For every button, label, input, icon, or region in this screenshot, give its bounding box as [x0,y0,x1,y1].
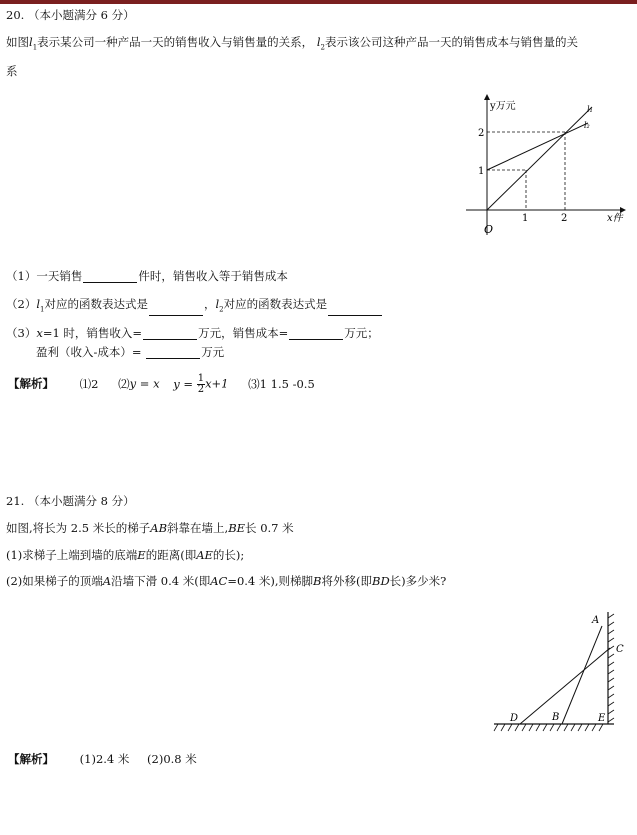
answer-3: ⑶1 1.5 -0.5 [248,376,315,391]
q21-text: (1)求梯子上端到墙的底端 [6,548,138,562]
x-tick-1: 1 [522,213,529,224]
q21-text: (2)如果梯子的顶端 [6,574,103,588]
q20-sub2 [6,297,383,316]
q20-sub3-text: （3） [6,326,37,340]
answer-blank[interactable] [289,328,343,340]
q21-answer [8,752,197,766]
x-tick-2: 2 [561,213,568,224]
x-axis-label: x件 [607,213,623,224]
top-rule [0,0,637,4]
q21-text: 长 0.7 米 [245,521,294,535]
l1-symbol: l [36,297,41,311]
answer-label: 【解析】 [8,752,54,766]
q20-sub3-line1 [6,326,379,340]
q21-text: 斜靠在墙上, [167,521,229,535]
l1-label: l₁ [587,105,593,114]
q20-intro-text: 表示某公司一种产品一天的销售收入与销售量的关系， [37,35,314,49]
q21-text: 的距离(即 [145,548,197,562]
l2-symbol: l [215,297,220,311]
answer-blank[interactable] [143,328,197,340]
point-A-label: A [592,615,600,626]
l2-subscript: 2 [219,305,224,314]
fraction-numerator: 1 [197,373,205,384]
l2-label: l₂ [584,121,590,130]
q20-graph [460,90,630,240]
q21-symbol: A [102,574,112,588]
q20-header: 20. （本小题满分 6 分） [6,8,135,22]
answer-2-prefix: ⑵ [118,376,130,391]
origin-label: O [484,223,494,236]
q21-symbol: AC [210,574,228,588]
ladder-AB [562,626,602,724]
q20-intro-text: 如图 [6,35,29,49]
answer-blank[interactable] [328,304,382,316]
answer-2-eq2-left: y = [173,376,194,391]
answer-2-eq2-right: x+1 [205,376,229,391]
q20-sub1-text: 件时，销售收入等于销售成本 [138,269,288,283]
q21-text: =0.4 米),则梯脚 [227,574,314,588]
q20-intro-text: 表示该公司这种产品一天的销售成本与销售量的关 [324,35,578,49]
q20-sub2-text: （2） [6,297,37,311]
l1-symbol: l [29,35,33,49]
q20-sub3-text: 万元 [201,345,225,359]
point-D-label: D [510,713,519,724]
l1-subscript: 1 [32,43,38,52]
y-tick-1: 1 [478,166,485,177]
q20-sub3-text: 盈利（收入-成本）= [36,345,142,359]
q21-symbol: AE [196,548,213,562]
q21-text: 沿墙下滑 0.4 米(即 [111,574,211,588]
q21-header: 21. （本小题满分 8 分） [6,494,135,508]
q21-symbol: E [137,548,146,562]
q20-sub1-text: （1）一天销售 [6,269,83,283]
q21-text: 如图,将长为 2.5 米长的梯子 [6,521,151,535]
answer-blank[interactable] [146,347,200,359]
q20-sub3-text: 万元，销售成本= [198,326,289,340]
q21-symbol: BD [372,574,390,588]
q20-sub2-text: 对应的函数表达式是 [223,297,328,311]
q21-text: 长)多少米? [389,574,447,588]
ground-hatching [494,724,603,731]
q20-sub3-text: =1 时，销售收入= [42,326,143,340]
q20-sub3-line2 [36,345,224,359]
q20-sub1 [6,269,288,283]
q21-ladder-figure [488,604,633,736]
y-tick-2: 2 [478,128,485,139]
wall-hatching [608,614,614,722]
q20-sub2-text: 对应的函数表达式是 [44,297,148,311]
fraction-one-half [197,374,205,395]
q21-symbol: AB [150,521,168,535]
q20-intro-line1 [6,35,578,54]
l2-symbol: l [316,35,321,49]
answer-blank[interactable] [83,271,137,283]
q20-sub3-text: 万元； [344,326,379,340]
l2-subscript: 2 [320,43,325,52]
q21-line3 [6,574,446,588]
answer-2: (2)0.8 米 [147,752,197,766]
q20-answer [8,374,315,395]
q21-symbol: BE [228,521,246,535]
point-E-label: E [598,713,606,724]
point-B-label: B [552,712,560,723]
x-symbol: x [36,326,43,340]
answer-blank[interactable] [149,304,203,316]
answer-1: (1)2.4 米 [79,752,130,766]
q21-symbol: B [313,574,322,588]
l1-subscript: 1 [40,305,45,314]
q20-sub2-text: ， [203,297,216,311]
fraction-denominator: 2 [197,384,205,395]
line-l2 [487,123,588,170]
answer-label: 【解析】 [8,376,54,391]
answer-2-eq1: y = x [129,376,160,391]
q21-line2 [6,548,244,562]
answer-1: ⑴2 [79,376,99,391]
q20-intro-line2: 系 [6,64,18,78]
q21-line1 [6,521,294,535]
ladder-CD [520,648,610,724]
q21-text: 的长); [212,548,245,562]
line-l1 [487,107,592,210]
point-C-label: C [616,644,624,655]
q21-text: 将外移(即 [321,574,372,588]
y-axis-label: y万元 [490,101,516,112]
